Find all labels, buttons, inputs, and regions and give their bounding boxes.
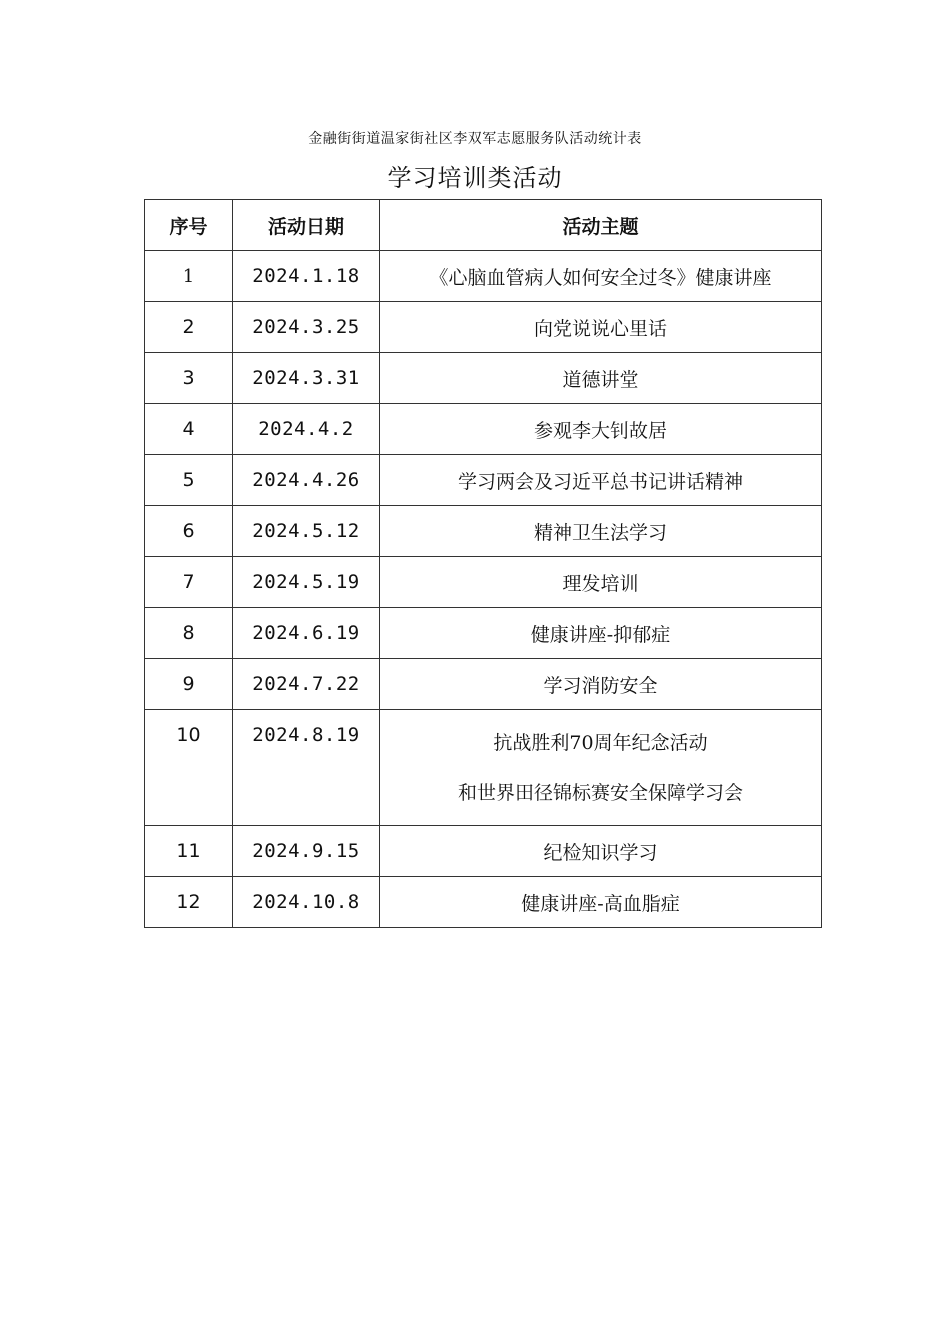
row-date: 2024.8.19 (233, 710, 380, 826)
header-index: 序号 (145, 200, 233, 251)
table-header-row (145, 200, 822, 251)
row-index: 9 (145, 659, 233, 710)
row-topic-line-1: 抗战胜利70周年纪念活动 (493, 731, 708, 754)
row-topic: 纪检知识学习 (380, 826, 822, 877)
row-index: 12 (145, 877, 233, 928)
row-topic: 向党说说心里话 (380, 302, 822, 353)
row-topic: 健康讲座-抑郁症 (380, 608, 822, 659)
row-topic-line-2: 和世界田径锦标赛安全保障学习会 (457, 781, 743, 804)
table-row (145, 608, 822, 659)
row-date: 2024.10.8 (233, 877, 380, 928)
row-topic: 精神卫生法学习 (380, 506, 822, 557)
header-date: 活动日期 (233, 200, 380, 251)
row-index: 3 (145, 353, 233, 404)
row-topic: 健康讲座-高血脂症 (380, 877, 822, 928)
row-date: 2024.5.12 (233, 506, 380, 557)
row-date: 2024.1.18 (233, 251, 380, 302)
table-row (145, 506, 822, 557)
row-topic: 学习两会及习近平总书记讲话精神 (380, 455, 822, 506)
row-topic: 参观李大钊故居 (380, 404, 822, 455)
table-row (145, 659, 822, 710)
table-row (145, 404, 822, 455)
table-row (145, 710, 822, 826)
row-date: 2024.4.2 (233, 404, 380, 455)
row-topic: 学习消防安全 (380, 659, 822, 710)
document-title: 学习培训类活动 (387, 164, 563, 192)
row-date: 2024.5.19 (233, 557, 380, 608)
table-row (145, 557, 822, 608)
row-index: 10 (145, 710, 233, 826)
table-row (145, 455, 822, 506)
document-subtitle: 金融街街道温家街社区李双军志愿服务队活动统计表 (308, 131, 642, 147)
row-index: 7 (145, 557, 233, 608)
row-index: 4 (145, 404, 233, 455)
row-index: 2 (145, 302, 233, 353)
table-row (145, 877, 822, 928)
row-date: 2024.4.26 (233, 455, 380, 506)
table-row (145, 353, 822, 404)
row-date: 2024.9.15 (233, 826, 380, 877)
row-index: 8 (145, 608, 233, 659)
row-date: 2024.7.22 (233, 659, 380, 710)
row-date: 2024.3.31 (233, 353, 380, 404)
row-index: 5 (145, 455, 233, 506)
activity-table (144, 199, 822, 928)
table-row (145, 302, 822, 353)
row-index: 6 (145, 506, 233, 557)
table-row (145, 826, 822, 877)
table-row (145, 251, 822, 302)
row-index: 11 (145, 826, 233, 877)
row-topic: 道德讲堂 (380, 353, 822, 404)
row-index: 1 (145, 251, 233, 302)
row-topic: 《心脑血管病人如何安全过冬》健康讲座 (380, 251, 822, 302)
row-topic (380, 710, 822, 826)
row-date: 2024.6.19 (233, 608, 380, 659)
row-date: 2024.3.25 (233, 302, 380, 353)
header-topic: 活动主题 (380, 200, 822, 251)
row-topic: 理发培训 (380, 557, 822, 608)
